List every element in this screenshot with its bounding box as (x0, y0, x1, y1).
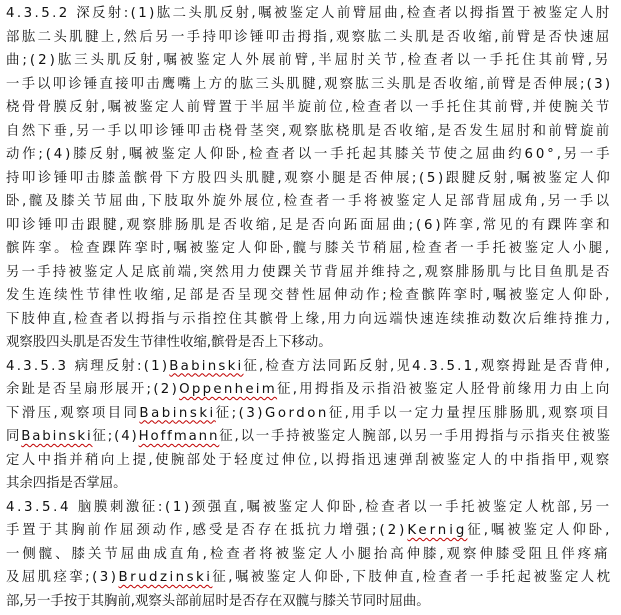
text-run: 征,嘱被鉴定人仰卧, (467, 523, 613, 538)
text-run: 征,用拇指及示指沿被鉴定人胫骨前缘用力由上向 (277, 382, 612, 397)
flagged-term: Babinski (139, 405, 216, 421)
flagged-term: Brudzinski (118, 570, 213, 585)
flagged-term: Oppenheim (179, 382, 278, 397)
text-run: 征;(3)Gordon征,用手以一定力量捏压腓肠肌,观察项目 (215, 405, 612, 421)
text-line (6, 566, 612, 589)
text-line (6, 590, 430, 613)
text-run: 征,以一手持被鉴定人腕部,以另一手用拇指与示指夹住被鉴 (219, 429, 612, 444)
text-run: 一侧髋、膝关节屈曲成直角,检查者将被鉴定人小腿抬高伸膝,观察伸膝受阻且伴疼痛 (6, 546, 611, 562)
text-run: 定人中指并稍向上提,使腕部处于轻度过伸位,以拇指迅速弹刮被鉴定人的中指指甲,观察 (6, 452, 612, 468)
text-run: 一手以叩诊锤直接叩击鹰嘴上方的肱三头肌腱,观察肱三头肌是否收缩,前臂是否伸展;(3) (6, 76, 613, 92)
text-run: 4.3.5.2 深反射:(1)肱二头肌反射,嘱被鉴定人前臂屈曲,检查者以拇指置于被鉴定人肘 (6, 6, 612, 21)
text-line (6, 331, 332, 354)
text-run: 同 (6, 429, 22, 444)
text-line (6, 402, 612, 425)
flagged-term: Kernig (407, 523, 468, 538)
text-run: 4.3.5.4 脑膜刺激征:(1)颈强直,嘱被鉴定人仰卧,检查者以一手托被鉴定人枕部,另一 (6, 499, 612, 515)
text-run: 桡骨骨膜反射,嘱被鉴定人前臂置于半屈半旋前位,检查者以一手托住其前臂,并使腕关节 (6, 100, 612, 115)
text-run: 自然下垂,另一手以叩诊锤叩击桡骨茎突,观察肱桡肌是否收缩,是否发生屈肘和前臂旋前 (6, 123, 612, 139)
text-run: 曲;(2)肱三头肌反射,嘱被鉴定人外展前臂,半屈肘关节,检查者以一手托住其前臂,另 (6, 53, 612, 68)
text-line (6, 96, 612, 119)
text-run: 叩诊锤叩击跟腱,观察腓肠肌是否收缩,足是否向跖面屈曲;(6)阵挛,常见的有踝阵挛和 (6, 217, 613, 233)
text-line (6, 284, 612, 307)
text-line (6, 190, 612, 213)
text-line (6, 449, 612, 472)
text-run: 其余四指是否掌屈。 (6, 476, 127, 491)
text-line (6, 308, 612, 331)
text-line (6, 543, 611, 566)
flagged-term: Hoffmann (138, 429, 220, 444)
text-run: 下滑压,观察项目同 (6, 405, 140, 421)
text-line (6, 496, 612, 519)
text-run: 卧,髋及膝关节屈曲,下肢取外旋外展位,检查者一手将被鉴定人足部背屈成角,另一手以 (6, 194, 612, 209)
text-line (6, 26, 612, 49)
text-run: 4.3.5.3 病理反射:(1) (6, 358, 170, 374)
text-run: 另一手持被鉴定人足底前端,突然用力使踝关节背屈并维持之,观察腓肠肌与比目鱼肌是否 (6, 264, 612, 280)
text-run: 征;(4) (92, 429, 139, 444)
text-run: 持叩诊锤叩击膝盖髌骨下方股四头肌腱,观察小腿是否伸展;(5)跟腱反射,嘱被鉴定人仰 (6, 170, 613, 186)
text-run: 手置于其胸前作屈颈动作,感受是否存在抵抗力增强;(2) (6, 523, 408, 538)
text-line (6, 237, 612, 260)
text-run: 及屈肌痉挛;(3) (6, 570, 119, 585)
text-run: 髌阵挛。检查踝阵挛时,嘱被鉴定人仰卧,髋与膝关节稍屈,检查者一手托被鉴定人小腿, (6, 241, 612, 256)
text-line (6, 425, 612, 448)
text-line (6, 519, 612, 542)
text-run: 部肱二头肌腱上,然后另一手持叩诊锤叩击拇指,观察肱二头肌是否收缩,前臂是否快速屈 (6, 29, 612, 45)
flagged-term: Babinski (21, 429, 93, 444)
text-run: 部,另一手按于其胸前,观察头部前屈时是否存在双髋与膝关节同时屈曲。 (6, 593, 430, 609)
text-line (6, 472, 127, 495)
text-run: 征,嘱被鉴定人仰卧,下肢伸直,检查者一手托起被鉴定人枕 (212, 570, 613, 585)
text-run: 观察股四头肌是否发生节律性收缩,髌骨是否上下移动。 (6, 335, 332, 350)
flagged-term: Babinski (169, 358, 244, 374)
text-run: 余趾是否呈扇形展开;(2) (6, 382, 180, 397)
text-line (6, 73, 612, 96)
text-line (6, 261, 612, 284)
text-run: 下肢伸直,检查者以拇指与示指控住其髌骨上缘,用力向远端快速连续推动数次后维持推力, (6, 311, 612, 327)
text-run: 动作;(4)膝反射,嘱被鉴定人仰卧,检查者以一手托起其膝关节使之屈曲约60°,另一手 (6, 147, 613, 162)
text-line (6, 378, 612, 401)
text-line (6, 167, 612, 190)
text-line (6, 143, 612, 166)
text-run: 发生连续性节律性收缩,足部是否呈现交替性屈伸动作;检查髌阵挛时,嘱被鉴定人仰卧, (6, 288, 613, 303)
text-line (6, 214, 612, 237)
text-line (6, 355, 612, 378)
text-line (6, 49, 611, 72)
text-line (6, 120, 612, 143)
text-line (6, 2, 612, 25)
text-run: 征,检查方法同跖反射,见4.3.5.1,观察拇趾是否背伸, (243, 358, 612, 374)
